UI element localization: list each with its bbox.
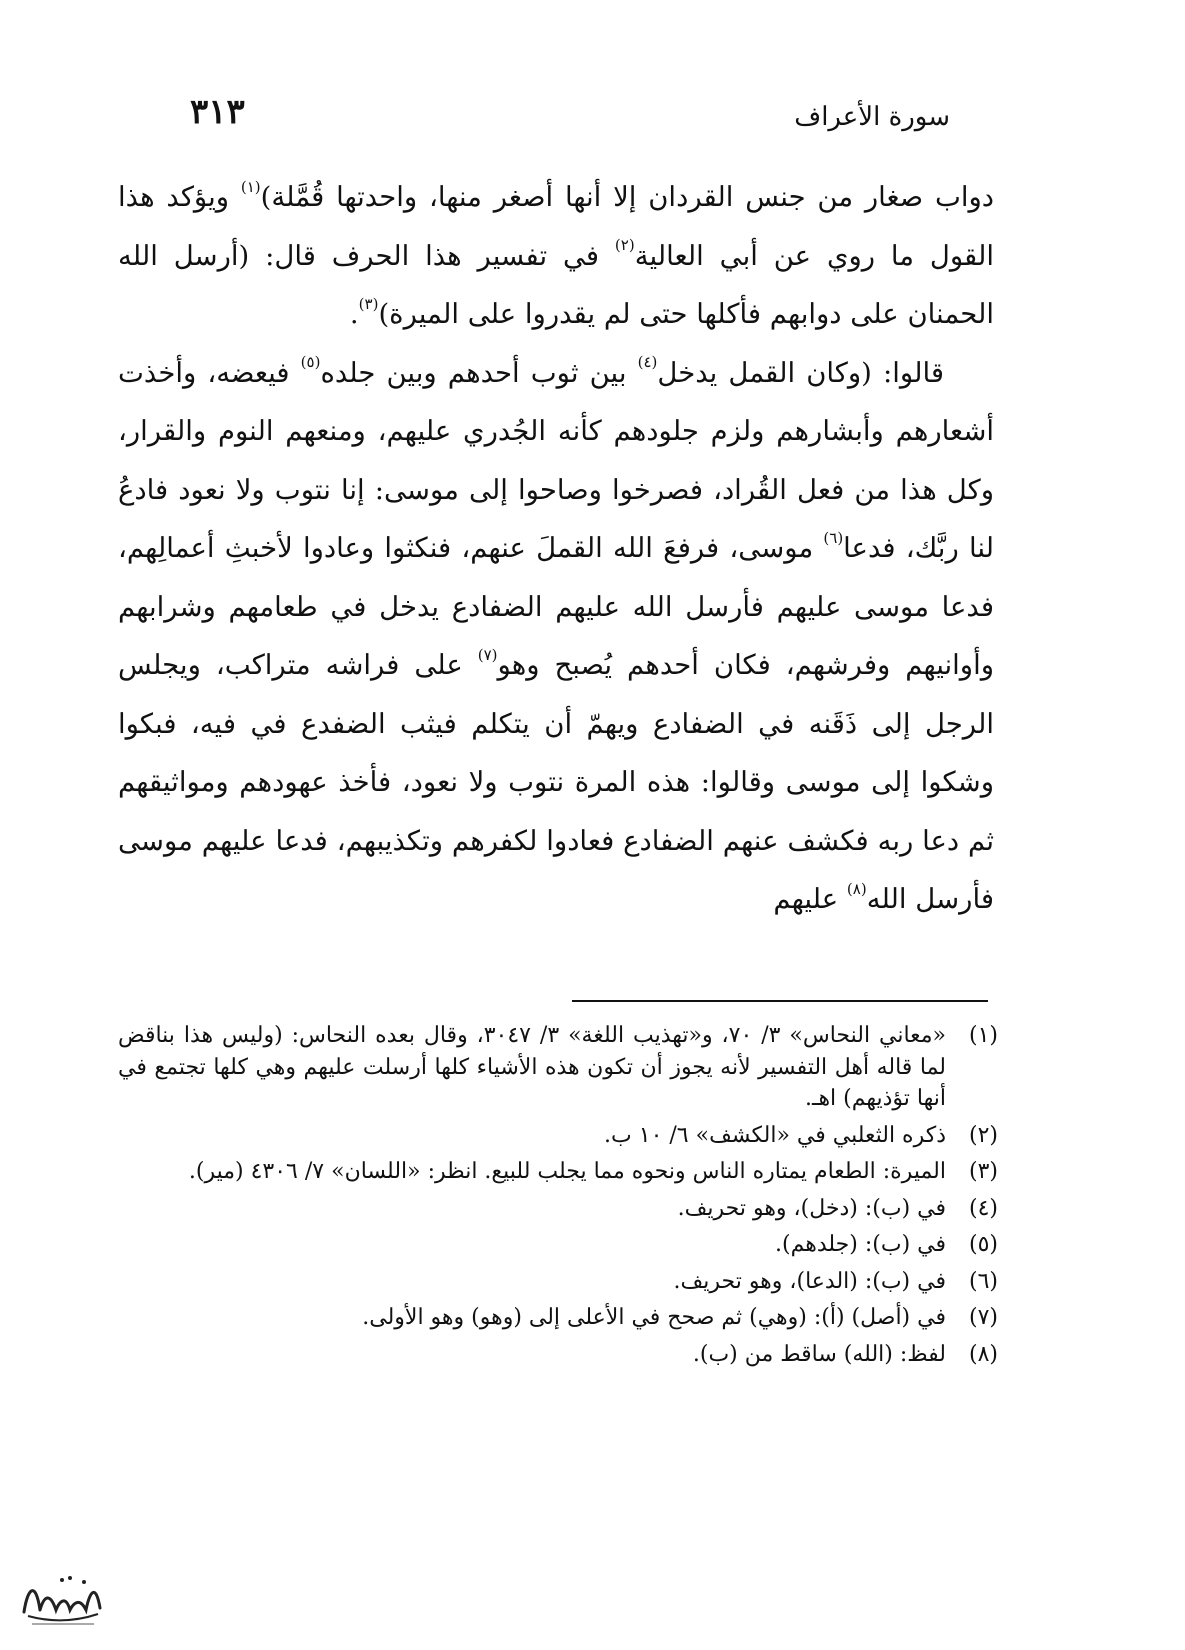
footnote-6 [118, 1266, 998, 1298]
text-run: دواب صغار من جنس القردان إلا أنها أصغر منها، واحدتها قُمَّلة) [260, 181, 994, 213]
footnote-number: (١) [968, 1023, 998, 1048]
main-text [118, 168, 994, 929]
footnote-ref-6: (٦) [823, 528, 844, 547]
page-header [190, 92, 950, 142]
footnote-ref-1: (١) [240, 177, 261, 196]
footnote-2 [118, 1120, 998, 1152]
text-run: (أرسل الله الحمنان على دوابهم فأكلها حتى لم يقدروا على الميرة) [118, 239, 994, 330]
text-run: بين ثوب أحدهم وبين جلده [320, 356, 638, 389]
text-run: قالوا: (وكان القمل يدخل [657, 356, 944, 389]
text-run: موسى، فرفعَ الله القملَ عنهم، فنكثوا وعادوا لأخبثِ أعمالِهم، فدعا موسى عليهم فأرسل الله عليهم الضفادع يدخل في طعامهم وشرابهم وأوانيهم وفرشهم، فكان أحدهم يُصبح وهو [118, 532, 994, 681]
paragraph-2 [118, 344, 994, 929]
footnote-ref-3: (٣) [358, 294, 379, 313]
footnote-ref-7: (٧) [477, 645, 498, 664]
footnote-ref-2: (٢) [614, 236, 635, 255]
footnote-separator [572, 1000, 988, 1002]
publisher-logo [14, 1566, 106, 1634]
footnote-8 [118, 1339, 998, 1371]
footnote-number: (٦) [968, 1268, 998, 1294]
text-run: عليهم [773, 883, 847, 915]
surah-title: سورة الأعراف [794, 102, 950, 132]
page-number: ٣١٣ [190, 92, 245, 132]
footnote-text: في (أصل) (أ): (وهي) ثم صحح في الأعلى إلى (وهو) وهو الأولى. [362, 1305, 946, 1330]
text-run: على فراشه متراكب، ويجلس الرجل إلى ذَقَنه في الضفادع ويهمّ أن يتكلم فيثب الضفدع في فيه، فبكوا وشكوا إلى موسى وقالوا: هذه المرة نتوب ولا نعود، فأخذ عهودهم ومواثيقهم ثم دعا ربه فكشف عنهم الضفادع فعادوا لكفرهم وتكذيبهم، فدعا عليهم موسى فأرسل الله [118, 649, 994, 915]
text-run: في تفسير هذا الحرف قال: [265, 239, 615, 272]
footnote-number: (٣) [968, 1159, 998, 1184]
text-run: . [349, 298, 359, 330]
footnote-7 [118, 1302, 998, 1334]
footnote-number: (٢) [968, 1122, 998, 1148]
footnote-text: «معاني النحاس» ٣/ ٧٠، و«تهذيب اللغة» ٣/ ٣٠٤٧، وقال بعده النحاس: (وليس هذا بناقض لما قاله أهل التفسير لأنه يجوز أن تكون هذه الأشياء كلها أرسلت عليهم وهي كلها تجتمع في أنها تؤذيهم) اهـ. [118, 1023, 947, 1111]
footnotes [118, 1020, 998, 1375]
footnote-number: (٧) [968, 1305, 998, 1330]
footnote-number: (٥) [968, 1232, 998, 1257]
text-run: فيعضه، وأخذت أشعارهم وأبشارهم ولزم جلودهم كأنه الجُدري عليهم، ومنعهم النوم والقرار، وكل هذا من فعل القُراد، فصرخوا وصاحوا إلى موسى: إنا نتوب ولا نعود فادعُ لنا ربَّك، فدعا [118, 356, 994, 564]
footnote-text: ذكره الثعلبي في «الكشف» ٦/ ١٠ ب. [604, 1122, 946, 1148]
footnote-ref-4: (٤) [637, 353, 658, 372]
footnote-text: في (ب): (جلدهم). [775, 1232, 946, 1257]
footnote-ref-8: (٨) [846, 879, 867, 898]
footnote-3 [118, 1156, 998, 1188]
footnote-4 [118, 1193, 998, 1225]
footnote-text: في (ب): (دخل)، وهو تحريف. [677, 1195, 946, 1221]
text-run: ويؤكد هذا القول ما روي عن أبي العالية [118, 181, 994, 272]
footnote-text: في (ب): (الدعا)، وهو تحريف. [673, 1268, 946, 1294]
footnote-number: (٤) [968, 1195, 998, 1221]
footnote-text: لفظ: (الله) ساقط من (ب). [692, 1341, 946, 1367]
footnote-1 [118, 1020, 998, 1115]
paragraph-1 [118, 168, 994, 344]
footnote-ref-5: (٥) [300, 353, 321, 372]
footnote-text: الميرة: الطعام يمتاره الناس ونحوه مما يجلب للبيع. انظر: «اللسان» ٧/ ٤٣٠٦ (مير). [188, 1159, 946, 1184]
footnote-5 [118, 1229, 998, 1261]
footnote-number: (٨) [968, 1341, 998, 1367]
